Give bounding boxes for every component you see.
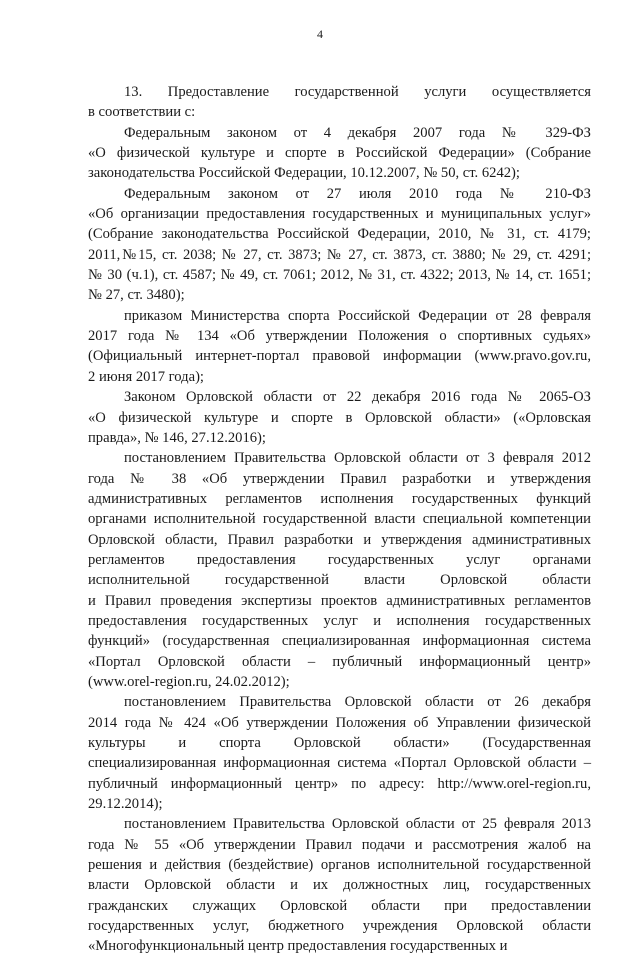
text-line: № 27, ст. 3480); [88,287,185,304]
paragraph-p7 [88,692,591,814]
text-line: постановлением Правительства Орловской области от 25 февраля 2013 [124,816,591,833]
text-line: специализированная информационная система «Портал Орловской области – [88,755,591,772]
text-line: публичный информационный центр» по адресу: http://www.orel-region.ru, [88,775,591,792]
text-line: предоставления государственных услуг и исполнения государственных [88,612,591,629]
text-line: 2011,№15, ст. 2038; № 27, ст. 3873; № 27, ст. 3873, ст. 3880; № 29, ст. 4291; [88,246,591,263]
text-line: «О физической культуре и спорте в Российской Федерации» (Собрание [88,145,591,162]
paragraph-p4 [88,306,591,387]
text-line: Федеральным законом от 27 июля 2010 года № 210-ФЗ [124,185,591,202]
paragraph-p2 [88,123,591,184]
text-line: «О физической культуре и спорте в Орловской области» («Орловская [88,409,591,426]
text-line: 2014 года № 424 «Об утверждении Положения об Управлении физической [88,714,591,731]
text-line: Орловской области, Правил разработки и утверждения административных [88,531,591,548]
text-line: № 30 (ч.1), ст. 4587; № 49, ст. 7061; 2012, № 31, ст. 4322; 2013, № 14, ст. 1651; [88,267,591,284]
text-line: 29.12.2014); [88,796,163,813]
text-line: Федеральным законом от 4 декабря 2007 года № 329-ФЗ [124,124,591,141]
text-line: государственных услуг, бюджетного учреждения Орловской области [88,918,591,935]
text-line: регламентов предоставления государственных услуг органами [88,551,591,568]
text-line: законодательства Российской Федерации, 10.12.2007, № 50, ст. 6242); [88,165,520,182]
paragraph-p1 [88,82,591,123]
text-line: власти Орловской области и их должностных лиц, государственных [88,877,591,894]
text-line: (Официальный интернет-портал правовой информации (www.pravo.gov.ru, [88,348,591,365]
text-line: (Собрание законодательства Российской Федерации, 2010, № 31, ст. 4179; [88,226,591,243]
page-number: 4 [317,27,323,41]
paragraph-p6 [88,448,591,692]
text-line: года № 55 «Об утверждении Правил подачи и рассмотрения жалоб на [88,836,591,853]
text-line: исполнительной государственной власти Орловской области [88,572,591,589]
text-line: постановлением Правительства Орловской области от 26 декабря [124,694,591,711]
text-line: органами исполнительной государственной власти специальной компетенции [88,511,591,528]
paragraph-p8 [88,814,591,956]
text-line: функций» (государственная специализированная информационная система [88,633,591,650]
text-line: и Правил проведения экспертизы проектов административных регламентов [88,592,591,609]
text-line: 2017 года № 134 «Об утверждении Положения о спортивных судьях» [88,328,591,345]
text-line: гражданских служащих Орловской области при предоставлении [88,897,591,914]
text-line: решения и действия (бездействие) органов исполнительной государственной [88,857,591,874]
text-line: «Многофункциональный центр предоставления государственных и [88,938,508,955]
text-line: культуры и спорта Орловской области» (Государственная [88,735,591,751]
text-line: 2 июня 2017 года); [88,368,204,385]
text-line: административных регламентов исполнения государственных функций [88,490,591,507]
paragraph-p3 [88,184,591,306]
text-line: постановлением Правительства Орловской области от 3 февраля 2012 [124,450,591,467]
text-line: года № 38 «Об утверждении Правил разработки и утверждения [88,470,591,487]
text-line: (www.orel-region.ru, 24.02.2012); [88,673,290,690]
text-line: «Об организации предоставления государственных и муниципальных услуг» [88,206,591,223]
text-line: приказом Министерства спорта Российской Федерации от 28 февраля [124,307,591,324]
text-line: «Портал Орловской области – публичный информационный центр» [88,653,591,670]
document-body [88,82,591,957]
text-line: в соответствии с: [88,104,196,121]
text-line: Законом Орловской области от 22 декабря 2016 года № 2065-ОЗ [124,389,591,406]
text-line: 13. Предоставление государственной услуги осуществляется [124,84,591,100]
paragraph-p5 [88,387,591,448]
text-line: правда», № 146, 27.12.2016); [88,429,266,446]
